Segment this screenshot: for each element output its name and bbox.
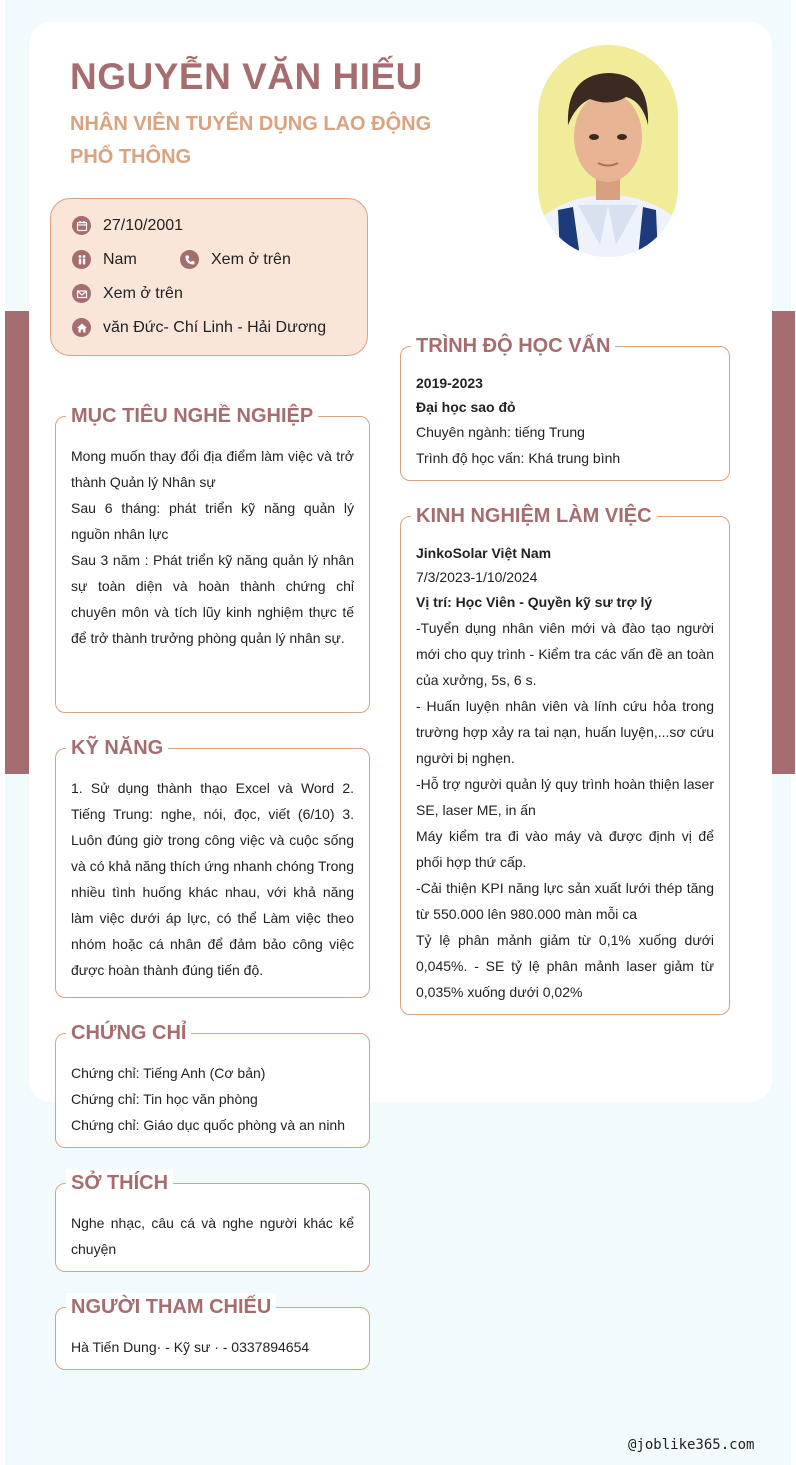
- skills-heading: KỸ NĂNG: [66, 734, 168, 762]
- certificates-heading: CHỨNG CHỈ: [66, 1019, 191, 1047]
- education-body: [416, 371, 714, 471]
- experience-duty: -Tuyển dụng nhân viên mới và đào tạo người mới cho quy trình - Kiểm tra các vấn đề an toàn của xưởng, 5s, 6 s.: [416, 620, 714, 688]
- experience-company: JinkoSolar Việt Nam: [416, 545, 552, 561]
- references-heading: NGƯỜI THAM CHIẾU: [66, 1293, 276, 1321]
- birthday-value: 27/10/2001: [103, 216, 184, 234]
- objective-paragraph: Sau 6 tháng: phát triển kỹ năng quản lý nguồn nhân lực: [71, 500, 354, 542]
- phone-row: [180, 250, 291, 269]
- references-body: [71, 1334, 354, 1360]
- objective-body: [71, 443, 354, 651]
- experience-duty: - Huấn luyện nhân viên và lính cứu hỏa trong trường hợp xảy ra tai nạn, huấn luyện,...sơ cứu người bị nghẹn.: [416, 698, 714, 766]
- education-years: 2019-2023: [416, 375, 483, 391]
- skills-body: [71, 775, 354, 983]
- hobbies-body: [71, 1210, 354, 1262]
- education-school: Đại học sao đỏ: [416, 399, 516, 415]
- certificate-item: Chứng chỉ: Tiếng Anh (Cơ bản): [71, 1065, 266, 1081]
- experience-section: [400, 505, 730, 1015]
- certificate-item: Chứng chỉ: Giáo dục quốc phòng và an ninh: [71, 1117, 346, 1133]
- education-heading: TRÌNH ĐỘ HỌC VẤN: [411, 332, 615, 360]
- gender-icon: [72, 250, 91, 269]
- certificates-section: [55, 1022, 370, 1148]
- email-row: [72, 284, 183, 303]
- watermark-text: @joblike365.com: [628, 1437, 755, 1453]
- home-icon: [72, 318, 91, 337]
- hobbies-text: Nghe nhạc, câu cá và nghe người khác kể chuyện: [71, 1215, 354, 1257]
- experience-duty: -Cải thiện KPI năng lực sản xuất lưới thép tăng từ 550.000 lên 980.000 màn mỗi ca: [416, 880, 714, 922]
- education-level: Trình độ học vấn: Khá trung bình: [416, 450, 621, 466]
- education-section: [400, 335, 730, 481]
- job-title: NHÂN VIÊN TUYỂN DỤNG LAO ĐỘNG PHỔ THÔNG: [70, 113, 432, 168]
- hobbies-heading: SỞ THÍCH: [66, 1169, 173, 1197]
- address-row: [72, 318, 326, 337]
- experience-body: [416, 541, 714, 1005]
- calendar-icon: [72, 216, 91, 235]
- experience-position: Vị trí: Học Viên - Quyền kỹ sư trợ lý: [416, 594, 653, 610]
- skills-section: [55, 737, 370, 998]
- certificates-body: [71, 1060, 354, 1138]
- decorative-band-left: [5, 311, 29, 774]
- address-value: văn Đức- Chí Linh - Hải Dương: [103, 318, 327, 336]
- objective-paragraph: Sau 3 năm : Phát triển kỹ năng quản lý nhân sự toàn diện và hoàn thành chứng chỉ chuyên môn và tích lũy kinh nghiệm thực tế để trở thành trưởng phòng quản lý nhân sự.: [71, 552, 354, 646]
- references-section: [55, 1296, 370, 1370]
- experience-heading: KINH NGHIỆM LÀM VIỆC: [411, 502, 657, 530]
- envelope-icon: [72, 284, 91, 303]
- education-major: Chuyên ngành: tiếng Trung: [416, 424, 585, 440]
- objective-section: [55, 405, 370, 713]
- hobbies-section: [55, 1172, 370, 1272]
- certificate-item: Chứng chỉ: Tin học văn phòng: [71, 1091, 258, 1107]
- experience-duty: -Hỗ trợ người quản lý quy trình hoàn thiện laser SE, laser ME, in ấn: [416, 776, 714, 818]
- gender-value: Nam: [103, 250, 137, 268]
- phone-icon: [180, 250, 199, 269]
- experience-duty: Tỷ lệ phân mảnh giảm từ 0,1% xuống dưới 0,045%. - SE tỷ lệ phân mảnh laser giảm từ 0,035% xuống dưới 0,02%: [416, 932, 714, 1000]
- references-text: Hà Tiến Dung· - Kỹ sư · - 0337894654: [71, 1339, 310, 1355]
- experience-period: 7/3/2023-1/10/2024: [416, 569, 538, 585]
- objective-heading: MỤC TIÊU NGHỀ NGHIỆP: [66, 402, 318, 430]
- gender-row: [72, 250, 137, 269]
- experience-duty: Máy kiểm tra đi vào máy và được định vị để phối hợp thứ cấp.: [416, 828, 714, 870]
- objective-paragraph: Mong muốn thay đổi địa điểm làm việc và trở thành Quản lý Nhân sự: [71, 448, 354, 490]
- birthday-row: [72, 216, 183, 235]
- avatar: [538, 45, 678, 257]
- skills-text: 1. Sử dụng thành thạo Excel và Word 2. Tiếng Trung: nghe, nói, đọc, viết (6/10) 3. Luôn đúng giờ trong công việc và cuộc sống và có khả năng thích ứng nhanh chóng Trong nhiều tình huống khác nhau, với khả năng làm việc dưới áp lực, có thể Làm việc theo nhóm hoặc cá nhân để đảm bảo công việc được hoàn thành đúng tiến độ.: [71, 780, 354, 978]
- email-value: Xem ở trên: [103, 284, 183, 302]
- candidate-name: NGUYỄN VĂN HIẾU: [70, 56, 423, 97]
- personal-info-box: [50, 198, 368, 356]
- phone-value: Xem ở trên: [211, 250, 291, 268]
- decorative-band-right: [772, 311, 795, 774]
